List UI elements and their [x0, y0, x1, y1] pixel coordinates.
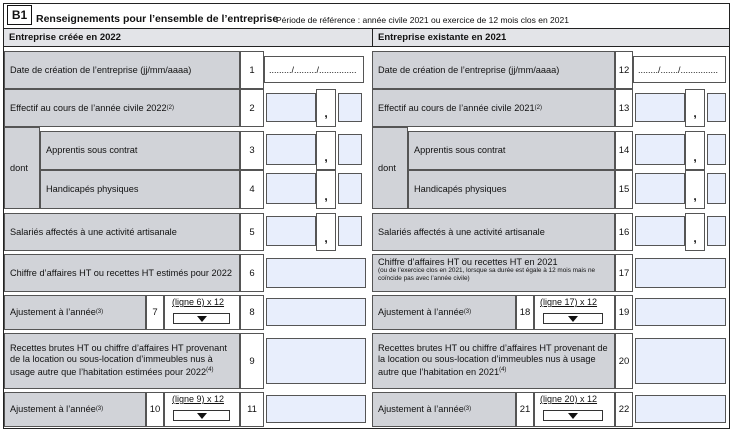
line-number-4: 4	[240, 170, 264, 209]
right-column-heading: Entreprise existante en 2021	[372, 28, 729, 47]
left-handicapes-decimal-input[interactable]	[338, 173, 362, 204]
right-ajust2-label: Ajustement à l’année (3)	[372, 392, 516, 427]
left-ajust1-select[interactable]	[173, 313, 230, 324]
chevron-down-icon	[568, 316, 578, 322]
right-ca-note: (ou de l’exercice clos en 2021, lorsque sa durée est égale à 12 mois mais ne coïncide pas avec l’année civile)	[378, 267, 596, 282]
right-dont-label: dont	[372, 127, 408, 209]
left-column-heading: Entreprise créée en 2022	[4, 28, 372, 47]
left-effectif-integer-input[interactable]	[266, 93, 316, 122]
left-recettes-label: Recettes brutes HT ou chiffre d’affaires HT provenant de la location ou sous-location d’immeubles nus à usage autre que l’habitation estimées pour 2022$^{(4)}$	[4, 333, 240, 389]
left-salaries-decimal-input[interactable]	[338, 216, 362, 246]
left-handicapes-integer-input[interactable]	[266, 173, 316, 204]
left-handicapes-comma-cell: ,	[316, 170, 336, 209]
section-title: Renseignements pour l’ensemble de l’entreprise	[36, 13, 279, 25]
line-number-12: 12	[615, 51, 633, 89]
left-salaries-comma-cell: ,	[316, 213, 336, 251]
right-salaries-decimal-input[interactable]	[707, 216, 726, 246]
left-ca-input[interactable]	[266, 258, 366, 288]
line-number-17: 17	[615, 254, 633, 292]
line-number-13: 13	[615, 89, 633, 127]
chevron-down-icon	[197, 413, 207, 419]
right-apprentis-integer-input[interactable]	[635, 134, 685, 165]
line-number-22: 22	[615, 392, 633, 427]
line-number-1: 1	[240, 51, 264, 89]
line-number-15: 15	[615, 170, 633, 209]
right-ca-label-cell	[372, 254, 615, 292]
left-salaries-integer-input[interactable]	[266, 216, 316, 246]
left-effectif-label: Effectif au cours de l’année civile 2022 (2)	[4, 89, 240, 127]
right-handicapes-label: Handicapés physiques	[408, 170, 615, 209]
right-ajust1-label: Ajustement à l’année (3)	[372, 295, 516, 330]
right-apprentis-label: Apprentis sous contrat	[408, 131, 615, 170]
left-ajust2-input[interactable]	[266, 395, 366, 423]
line-number-5: 5	[240, 213, 264, 251]
line-number-18: 18	[516, 295, 534, 330]
line-number-6: 6	[240, 254, 264, 292]
right-salaries-comma-cell: ,	[685, 213, 705, 251]
right-handicapes-decimal-input[interactable]	[707, 173, 726, 204]
left-effectif-comma-cell: ,	[316, 89, 336, 127]
right-ca-label: Chiffre d’affaires HT ou recettes HT en 2021	[378, 257, 558, 267]
right-handicapes-integer-input[interactable]	[635, 173, 685, 204]
line-number-20: 20	[615, 333, 633, 389]
right-apprentis-comma-cell: ,	[685, 131, 705, 170]
right-ajust2-formula: (ligne 20) x 12	[540, 394, 598, 404]
right-recettes-label: Recettes brutes HT ou chiffre d’affaires HT provenant de la location ou sous-location d’immeubles nus à usage autre que l’habitation en 2021$^{(4)}$	[372, 333, 615, 389]
line-number-7: 7	[146, 295, 164, 330]
left-ajust2-label: Ajustement à l’année (3)	[4, 392, 146, 427]
right-effectif-comma-cell: ,	[685, 89, 705, 127]
line-number-11: 11	[240, 392, 264, 427]
right-ajust1-select[interactable]	[543, 313, 603, 324]
left-apprentis-integer-input[interactable]	[266, 134, 316, 165]
left-effectif-decimal-input[interactable]	[338, 93, 362, 122]
left-apprentis-label: Apprentis sous contrat	[40, 131, 240, 170]
right-recettes-input[interactable]	[635, 338, 726, 384]
section-tag: B1	[7, 5, 32, 25]
line-number-3: 3	[240, 131, 264, 170]
line-number-9: 9	[240, 333, 264, 389]
left-date-label: Date de création de l’entreprise (jj/mm/aaaa)	[4, 51, 240, 89]
chevron-down-icon	[197, 316, 207, 322]
left-ajust1-label: Ajustement à l’année (3)	[4, 295, 146, 330]
left-dont-label: dont	[4, 127, 40, 209]
right-salaries-integer-input[interactable]	[635, 216, 685, 246]
right-effectif-integer-input[interactable]	[635, 93, 685, 122]
reference-period: Période de référence : année civile 2021 ou exercice de 12 mois clos en 2021	[276, 15, 569, 25]
left-ajust2-select[interactable]	[173, 410, 230, 421]
line-number-19: 19	[615, 295, 633, 330]
left-ajust2-formula: (ligne 9) x 12	[172, 394, 225, 404]
line-number-21: 21	[516, 392, 534, 427]
right-handicapes-comma-cell: ,	[685, 170, 705, 209]
left-ca-label: Chiffre d’affaires HT ou recettes HT estimés pour 2022	[4, 254, 240, 292]
left-apprentis-comma-cell: ,	[316, 131, 336, 170]
right-ca-input[interactable]	[635, 258, 726, 288]
right-creation-date-input[interactable]: ......../......./...............	[633, 56, 726, 83]
right-ajust2-input[interactable]	[635, 395, 726, 423]
left-creation-date-input[interactable]: ........./........./...............	[264, 56, 364, 83]
right-apprentis-decimal-input[interactable]	[707, 134, 726, 165]
left-ajust1-formula: (ligne 6) x 12	[172, 297, 225, 307]
right-ajust1-input[interactable]	[635, 298, 726, 326]
right-ajust2-select[interactable]	[543, 410, 603, 421]
right-date-label: Date de création de l’entreprise (jj/mm/aaaa)	[372, 51, 615, 89]
left-ajust1-input[interactable]	[266, 298, 366, 326]
right-effectif-label: Effectif au cours de l’année civile 2021 (2)	[372, 89, 615, 127]
left-apprentis-decimal-input[interactable]	[338, 134, 362, 165]
line-number-10: 10	[146, 392, 164, 427]
right-salaries-label: Salariés affectés à une activité artisanale	[372, 213, 615, 251]
chevron-down-icon	[568, 413, 578, 419]
right-effectif-decimal-input[interactable]	[707, 93, 726, 122]
right-ajust1-formula: (ligne 17) x 12	[540, 297, 598, 307]
line-number-8: 8	[240, 295, 264, 330]
line-number-16: 16	[615, 213, 633, 251]
left-salaries-label: Salariés affectés à une activité artisanale	[4, 213, 240, 251]
line-number-2: 2	[240, 89, 264, 127]
left-handicapes-label: Handicapés physiques	[40, 170, 240, 209]
line-number-14: 14	[615, 131, 633, 170]
left-recettes-input[interactable]	[266, 338, 366, 384]
